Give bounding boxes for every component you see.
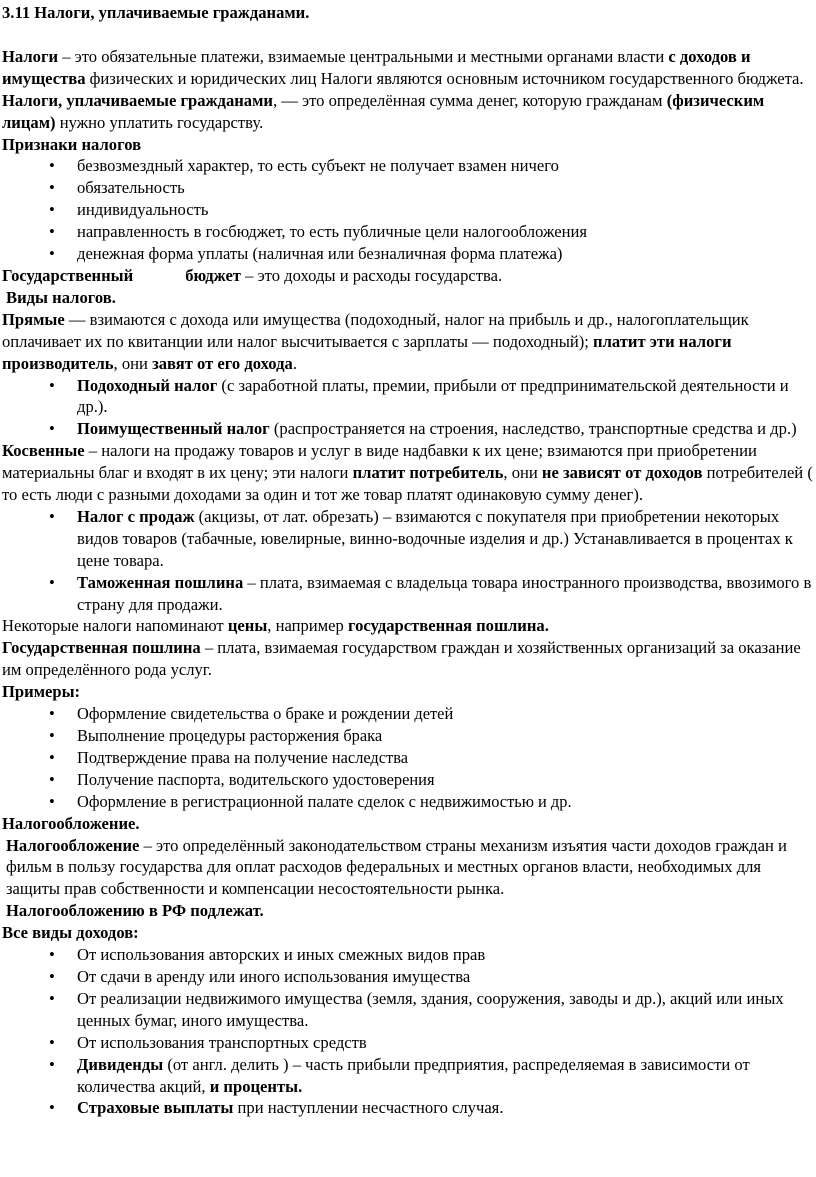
list-item: • От сдачи в аренду или иного использования имущества [2, 966, 816, 988]
definition-budget: Государственный бюджет – это доходы и расходы государства. [2, 265, 503, 285]
indirect-taxes-list [2, 506, 816, 616]
definition-direct: Прямые — взимаются с дохода или имущества (подоходный, налог на прибыль и др., налогоплательщик оплачивает их по квитанции или налог высчитывается с зарплаты — подоходный); платит эти налоги производитель, они завят от его дохода. [2, 309, 749, 373]
list-item: • Выполнение процедуры расторжения брака [2, 725, 816, 747]
list-item: • От реализации недвижимого имущества (земля, здания, сооружения, заводы и др.), акций или иных ценных бумаг, иного имущества. [2, 988, 816, 1032]
list-item: • Таможенная пошлина – плата, взимаемая с владельца товара иностранного производства, ввозимого в страну для продажи. [2, 572, 816, 616]
subject-heading: Налогообложению в РФ подлежат. [6, 901, 264, 921]
incomes-list [2, 944, 816, 1119]
definition-state-duty: Государственная пошлина – плата, взимаемая государством граждан и хозяйственных организаций за оказание им определённого рода услуг. [2, 638, 801, 680]
list-item: • обязательность [2, 177, 816, 199]
definition-taxes: Налоги – это обязательные платежи, взимаемые центральными и местными органами власти с доходов и имущества физических и юридических лиц Налоги являются основным источником государственного бюджета. [2, 46, 804, 88]
list-item: • безвозмездный характер, то есть субъект не получает взамен ничего [2, 155, 816, 177]
signs-heading: Признаки налогов [2, 134, 142, 154]
list-item: • индивидуальность [2, 199, 816, 221]
section-title: 3.11 Налоги, уплачиваемые гражданами. [2, 3, 310, 22]
examples-list [2, 703, 816, 813]
types-heading: Виды налогов. [6, 287, 116, 307]
signs-list [2, 155, 816, 265]
list-item: • От использования авторских и иных смежных видов прав [2, 944, 816, 966]
list-item: • Страховые выплаты при наступлении несчастного случая. [2, 1097, 816, 1119]
list-item: • Подтверждение права на получение наследства [2, 747, 816, 769]
list-item: • Подоходный налог (с заработной платы, премии, прибыли от предпринимательской деятельности и др.). [2, 375, 816, 419]
definition-taxation: Налогообложение – это определённый законодательством страны механизм изъятия части доходов граждан и фильм в пользу государства для оплат расходов федеральных и местных органов власти, необходимых для защиты прав собственности и компенсации несостоятельности рынка. [6, 835, 787, 899]
list-item: • Оформление в регистрационной палате сделок с недвижимостью и др. [2, 791, 816, 813]
list-item: • направленность в госбюджет, то есть публичные цели налогообложения [2, 221, 816, 243]
direct-taxes-list [2, 375, 816, 441]
list-item: • От использования транспортных средств [2, 1032, 816, 1054]
list-item: • Поимущественный налог (распространяется на строения, наследство, транспортные средства и др.) [2, 418, 816, 440]
list-item: • денежная форма уплаты (наличная или безналичная форма платежа) [2, 243, 816, 265]
incomes-heading: Все виды доходов: [2, 923, 139, 943]
examples-heading: Примеры: [2, 682, 81, 702]
some-taxes-note: Некоторые налоги напоминают цены, например государственная пошлина. [2, 616, 549, 636]
definition-citizen-taxes: Налоги, уплачиваемые гражданами, — это определённая сумма денег, которую гражданам (физическим лицам) нужно уплатить государству. [2, 90, 765, 132]
list-item: • Оформление свидетельства о браке и рождении детей [2, 703, 816, 725]
taxation-heading: Налогообложение. [2, 813, 140, 833]
list-item: • Дивиденды (от англ. делить ) – часть прибыли предприятия, распределяемая в зависимости от количества акций, и проценты. [2, 1054, 816, 1098]
list-item: • Налог с продаж (акцизы, от лат. обрезать) – взимаются с покупателя при приобретении некоторых видов товаров (табачные, ювелирные, винно-водочные изделия и др.) Устанавливается в процентах к цене товара. [2, 506, 816, 572]
list-item: • Получение паспорта, водительского удостоверения [2, 769, 816, 791]
definition-indirect: Косвенные – налоги на продажу товаров и услуг в виде надбавки к их цене; взимаются при приобретении материальны благ и входят в их цену; эти налоги платит потребитель, они не зависят от доходов потребителей ( то есть люди с разными доходами за один и тот же товар платят одинаковую сумму денег). [2, 441, 813, 505]
